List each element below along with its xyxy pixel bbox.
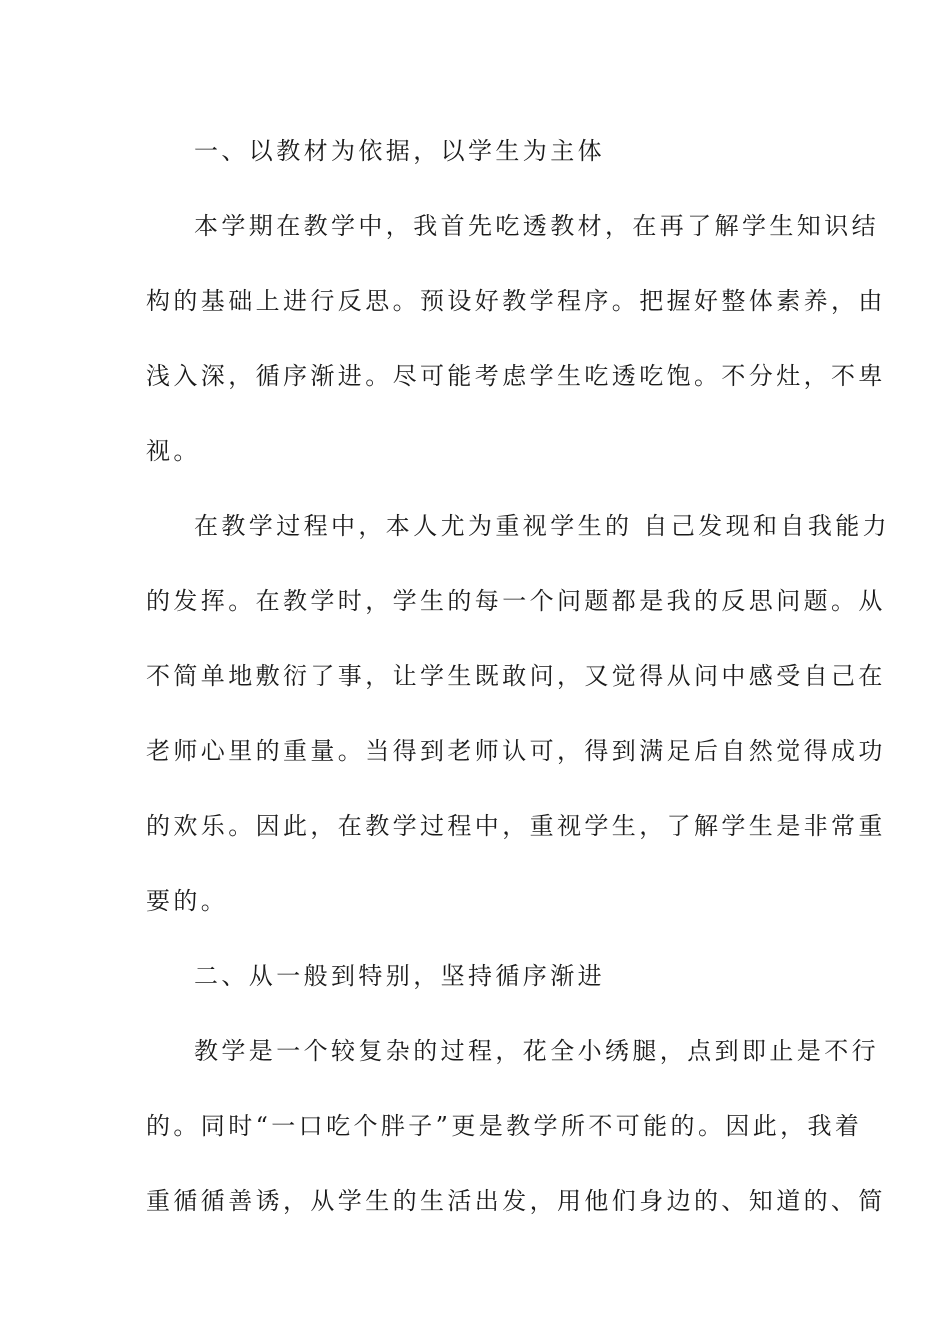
paragraph-line: 重循循善诱，从学生的生活出发，用他们身边的、知道的、简	[146, 1187, 886, 1215]
paragraph-line: 本学期在教学中，我首先吃透教材，在再了解学生知识结	[194, 212, 879, 240]
paragraph-line: 的欢乐。因此，在教学过程中，重视学生，了解学生是非常重	[146, 812, 886, 840]
paragraph-line: 的发挥。在教学时，学生的每一个问题都是我的反思问题。从	[146, 587, 886, 615]
paragraph-line: 在教学过程中，本人尤为重视学生的 自己发现和自我能力	[194, 512, 891, 540]
paragraph-line: 教学是一个较复杂的过程，花全小绣腿，点到即止是不行	[194, 1037, 879, 1065]
paragraph-line: 老师心里的重量。当得到老师认可，得到满足后自然觉得成功	[146, 737, 886, 765]
paragraph-line: 浅入深，循序渐进。尽可能考虑学生吃透吃饱。不分灶，不卑	[146, 362, 886, 390]
section-heading-2: 二、从一般到特别，坚持循序渐进	[194, 962, 605, 990]
paragraph-line: 要的。	[146, 887, 229, 915]
paragraph-line: 的。同时“一口吃个胖子”更是教学所不可能的。因此，我着	[146, 1112, 863, 1140]
section-heading-1: 一、以教材为依据，以学生为主体	[194, 137, 605, 165]
paragraph-line: 构的基础上进行反思。预设好教学程序。把握好整体素养，由	[146, 287, 886, 315]
paragraph-line: 不简单地敷衍了事，让学生既敢问，又觉得从问中感受自己在	[146, 662, 886, 690]
paragraph-line: 视。	[146, 437, 201, 465]
